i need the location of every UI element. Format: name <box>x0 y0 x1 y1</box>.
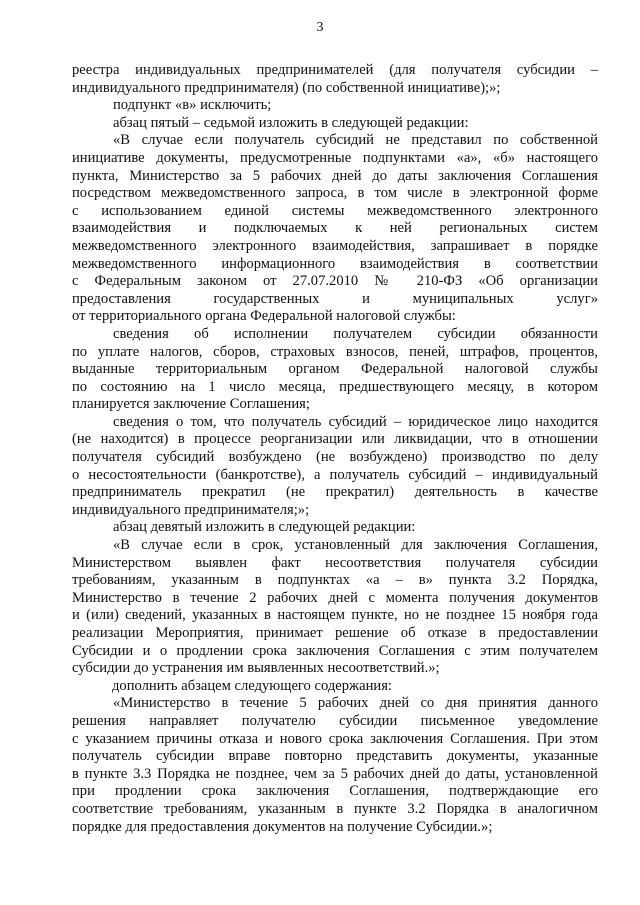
text-line: (не находится) в процессе реорганизации или ликвидации, что в отношении <box>72 431 598 448</box>
text-line: посредством межведомственного запроса, в том числе в электронной форме <box>72 185 598 202</box>
paragraph <box>72 62 598 97</box>
text-line: инициативе документы, предусмотренные подпунктами «а», «б» настоящего <box>72 149 598 166</box>
text-line: предоставления государственных и муниципальных услуг» <box>72 290 598 307</box>
text-line: сведения о том, что получатель субсидий – юридическое лицо находится <box>113 413 598 430</box>
text-line: абзац девятый изложить в следующей редакции: <box>113 519 416 536</box>
text-line: требованиям, указанным в подпунктах «а – в» пункта 3.2 Порядка, <box>72 572 598 589</box>
text-line: Министерством выявлен факт несоответствия получателя субсидии <box>72 554 598 571</box>
text-line: «Министерство в течение 5 рабочих дней со дня принятия данного <box>113 695 598 712</box>
text-line: «В случае если в срок, установленный для заключения Соглашения, <box>113 537 598 554</box>
paragraph <box>72 695 598 836</box>
text-line: пункта, Министерство за 5 рабочих дней до даты заключения Соглашения <box>72 167 598 184</box>
text-line: индивидуального предпринимателя) (по собственной инициативе);»; <box>72 79 501 96</box>
paragraph <box>72 326 598 414</box>
paragraph <box>72 537 598 678</box>
paragraph <box>72 97 598 115</box>
text-line: с Федеральным законом от 27.07.2010 № 210-ФЗ «Об организации <box>72 273 598 290</box>
text-line: Субсидии и о продлении срока заключения Соглашения с этим получателем <box>72 642 598 659</box>
text-line: индивидуального предпринимателя;»; <box>72 501 310 518</box>
text-line: получателя субсидий возбуждено (не возбуждено) производство по делу <box>72 449 598 466</box>
text-line: о несостоятельности (банкротстве), а получатель субсидий – индивидуальный <box>72 466 598 483</box>
text-line: при продлении срока заключения Соглашения, подтверждающие его <box>72 783 598 800</box>
paragraph <box>72 519 598 537</box>
text-line: подпункт «в» исключить; <box>113 97 272 114</box>
page-number: 3 <box>316 20 324 35</box>
text-line: в пункте 3.3 Порядка не позднее, чем за 5 рабочих дней до даты, установленной <box>72 765 598 782</box>
text-line: сведения об исполнении получателем субсидии обязанности <box>113 325 598 342</box>
text-line: соответствие требованиям, указанным в пункте 3.2 Порядка в аналогичном <box>72 800 598 817</box>
paragraph <box>72 678 598 696</box>
text-line: Министерство в течение 2 рабочих дней с момента получения документов <box>72 589 598 606</box>
text-line: абзац пятый – седьмой изложить в следующей редакции: <box>113 114 469 131</box>
paragraph <box>72 115 598 133</box>
text-line: реализации Мероприятия, принимает решение об отказе в предоставлении <box>72 625 598 641</box>
paragraph <box>72 132 598 326</box>
text-line: получатель субсидии вправе повторно представить документы, указанные <box>72 748 598 765</box>
text-line: межведомственного электронного взаимодействия, запрашивает в порядке <box>72 237 598 254</box>
text-line: с указанием причины отказа и нового срока заключения Соглашения. При этом <box>72 730 598 747</box>
text-line: субсидии до устранения им выявленных несоответствий.»; <box>72 660 440 677</box>
text-line: «В случае если получатель субсидий не представил по собственной <box>113 132 598 149</box>
text-line: взаимодействия и подключаемых к ней региональных систем <box>72 220 598 237</box>
text-line: и (или) сведений, указанных в настоящем пункте, но не позднее 15 ноября года <box>72 607 598 624</box>
text-line: от территориального органа Федеральной налоговой службы: <box>72 308 456 325</box>
text-line: по уплате налогов, сборов, страховых взносов, пеней, штрафов, процентов, <box>72 343 598 360</box>
text-line: с использованием единой системы межведомственного электронного <box>72 202 598 219</box>
text-line: реестра индивидуальных предпринимателей (для получателя субсидии – <box>72 62 598 78</box>
text-line: по состоянию на 1 число месяца, предшествующего месяцу, в котором <box>72 378 598 395</box>
document-body <box>72 62 598 836</box>
text-line: выданные территориальным органом Федеральной налоговой службы <box>72 361 598 378</box>
paragraph <box>72 414 598 520</box>
text-line: дополнить абзацем следующего содержания: <box>112 677 392 694</box>
text-line: решения направляет получателю субсидии письменное уведомление <box>72 712 598 729</box>
text-line: планируется заключение Соглашения; <box>72 396 310 413</box>
text-line: порядке для предоставления документов на получение Субсидии.»; <box>72 818 493 835</box>
text-line: предприниматель прекратил (не прекратил) деятельность в качестве <box>72 484 598 501</box>
text-line: межведомственного информационного взаимодействия в соответствии <box>72 255 598 272</box>
